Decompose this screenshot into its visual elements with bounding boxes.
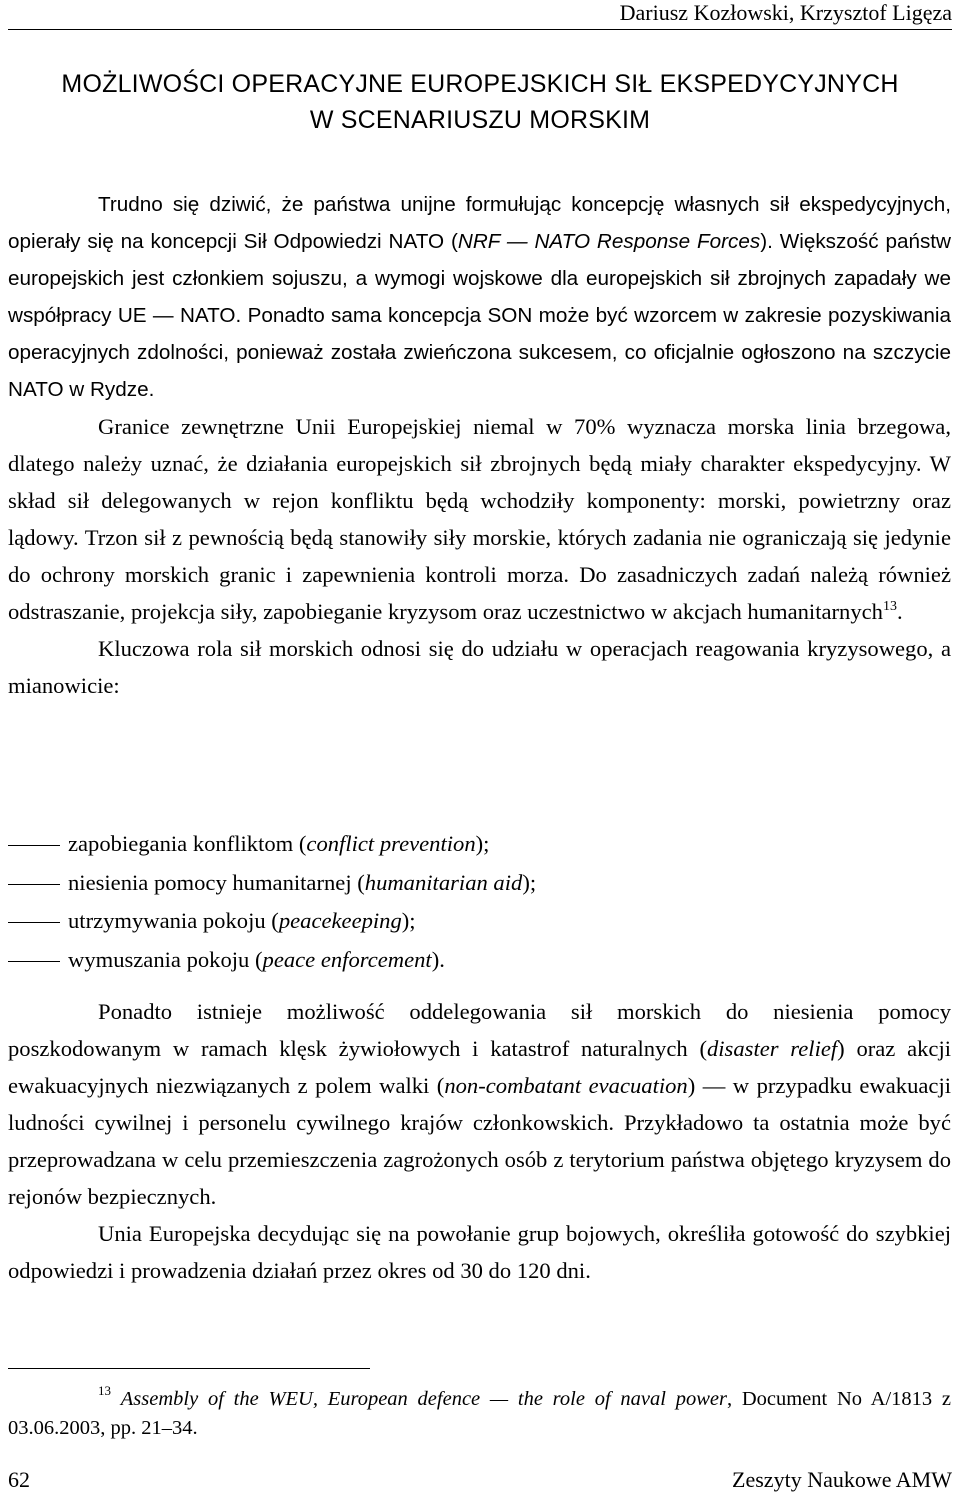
body-block-2	[8, 993, 951, 1289]
paragraph-4-italic-b: non-combatant evacuation	[444, 1073, 688, 1098]
list-item-end: );	[475, 831, 490, 856]
task-list	[8, 825, 951, 979]
list-item-text: niesienia pomocy humanitarnej (	[68, 869, 365, 895]
footnote-reference-13: 13	[882, 599, 897, 614]
list-item-text: zapobiegania konfliktom (	[68, 831, 307, 856]
list-item-italic: humanitarian aid	[364, 869, 523, 895]
list-item-text: wymuszania pokoju (	[68, 946, 263, 972]
paragraph-1	[8, 186, 951, 408]
title-line-2: W SCENARIUSZU MORSKIM	[309, 106, 651, 134]
body-block-1	[8, 186, 951, 704]
journal-name: Zeszyty Naukowe AMW	[732, 1467, 952, 1492]
paragraph-1-text-a: Trudno się dziwić, że państwa unijne formułując koncepcję własnych sił ekspedycyjnych, opierały się na koncepcji Sił Odpowiedzi NATO (	[8, 193, 951, 253]
running-header-authors: Dariusz Kozłowski, Krzysztof Ligęza	[619, 0, 952, 25]
paragraph-4-text-b: ) oraz akcji ewakuacyjnych niezwiązanych z polem walki (	[8, 1036, 952, 1098]
paragraph-4-text-a: Ponadto istnieje możliwość oddelegowania sił morskich do niesienia pomocy poszkodowanym w ramach klęsk żywiołowych i katastrof naturalnych (	[8, 999, 951, 1061]
em-dash-bullet	[8, 884, 60, 885]
paragraph-4-italic-a: disaster relief	[706, 1036, 838, 1061]
paragraph-4	[8, 993, 951, 1215]
paragraph-5: Unia Europejska decydując się na powołanie grup bojowych, określiła gotowość do szybkiej odpowiedzi i prowadzenia działań przez okres od 30 do 120 dni.	[8, 1221, 951, 1283]
footnote-13	[8, 1385, 951, 1443]
list-item	[8, 902, 951, 941]
paragraph-4-text-c: ) — w przypadku ewakuacji ludności cywilnej i personelu cywilnego krajów członkowskich. Przykładowo ta ostatnia może być przeprowadzana w celu przemieszczenia zagrożonych osób z terytorium państwa objętego kryzysem do rejonów bezpiecznych.	[8, 1073, 951, 1209]
footnote-separator	[8, 1368, 370, 1369]
paragraph-2	[8, 408, 951, 630]
header-rule	[8, 29, 952, 30]
list-item-end: );	[522, 869, 537, 895]
list-item	[8, 941, 951, 980]
em-dash-bullet	[8, 922, 60, 923]
page-number: 62	[8, 1467, 30, 1492]
paragraph-1-text-b: ). Większość państw europejskich jest członkiem sojuszu, a wymogi wojskowe dla europejskich sił zbrojnych zapadały we współpracy UE — NATO. Ponadto sama koncepcja SON może być wzorcem w zakresie pozyskiwania operacyjnych zdolności, ponieważ została zwieńczona sukcesem, co oficjalnie ogłoszono na szczycie NATO w Rydze.	[8, 230, 951, 401]
paragraph-2-end: .	[896, 599, 903, 624]
em-dash-bullet	[8, 845, 60, 846]
list-item-end: );	[401, 908, 416, 933]
footnote-italic-title: Assembly of the WEU, European defence — the role of naval power	[120, 1388, 727, 1410]
list-item-italic: peace enforcement	[262, 946, 432, 972]
paragraph-3: Kluczowa rola sił morskich odnosi się do udziału w operacjach reagowania kryzysowego, a mianowicie:	[8, 636, 951, 698]
list-item-italic: conflict prevention	[306, 831, 476, 856]
article-title	[0, 66, 960, 138]
list-item-end: ).	[431, 946, 445, 972]
footnote-text: , Document No A/1813 z 03.06.2003, pp. 21–34.	[8, 1388, 952, 1439]
list-item	[8, 864, 951, 903]
list-item-italic: peacekeeping	[278, 908, 402, 933]
list-item-text: utrzymywania pokoju (	[68, 908, 279, 933]
paragraph-1-italic: NRF — NATO Response Forces	[457, 230, 761, 253]
paragraph-2-text: Granice zewnętrzne Unii Europejskiej niemal w 70% wyznacza morska linia brzegowa, dlatego należy uznać, że działania europejskich sił zbrojnych będą miały charakter ekspedycyjny. W skład sił delegowanych w rejon konfliktu będą wchodziły komponenty: morski, powietrzny oraz lądowy. Trzon sił z pewnością będą stanowiły siły morskie, których zadania nie ograniczają się jedynie do ochrony morskich granic i zapewnienia kontroli morza. Do zasadniczych zadań należą również odstraszanie, projekcja siły, zapobieganie kryzysom oraz uczestnictwo w akcjach humanitarnych	[8, 414, 951, 624]
em-dash-bullet	[8, 961, 60, 962]
list-item	[8, 825, 951, 864]
title-line-1: MOŻLIWOŚCI OPERACYJNE EUROPEJSKICH SIŁ EKSPEDYCYJNYCH	[61, 70, 899, 98]
footnote-number: 13	[98, 1383, 111, 1398]
